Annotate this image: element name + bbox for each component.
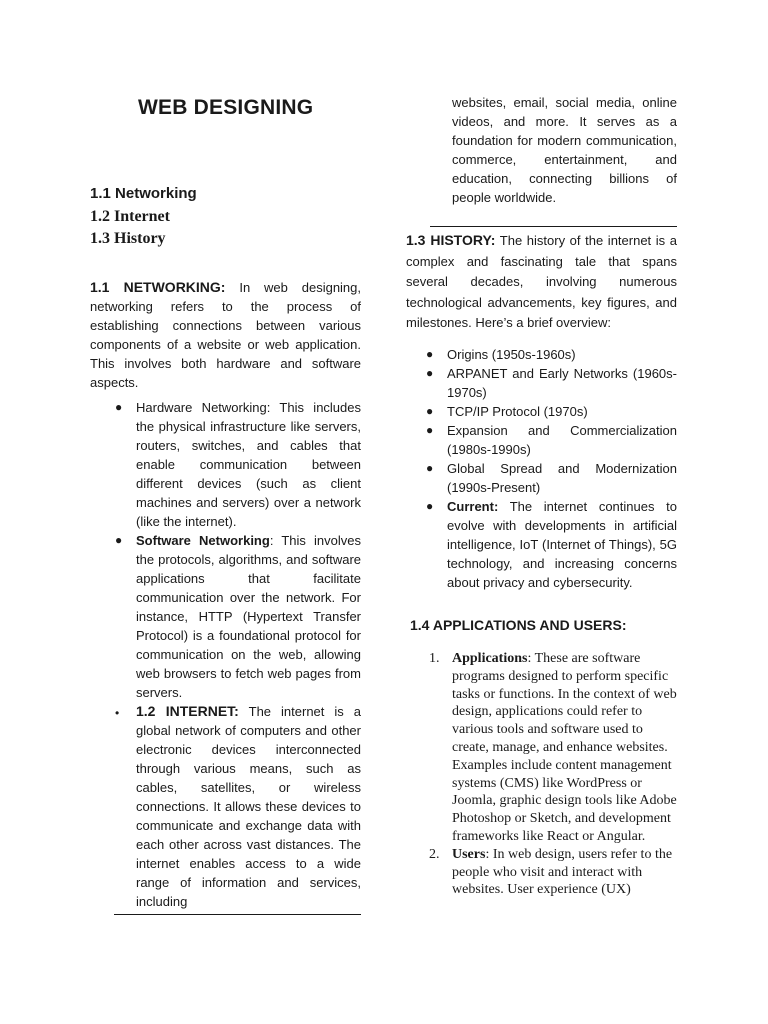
history-item-label: Current:	[447, 499, 499, 514]
item-number: 1.	[429, 651, 440, 666]
bullet-label: Hardware Networking	[136, 400, 267, 415]
list-item	[115, 398, 361, 531]
bullet-icon: ●	[426, 423, 434, 437]
history-heading: 1.3 HISTORY:	[406, 232, 496, 248]
bullet-icon: ●	[426, 404, 434, 418]
bullet-icon: ●	[426, 347, 434, 361]
history-list	[426, 345, 677, 592]
bullet-text: : This includes the physical infrastructure like servers, routers, switches, and cables that enable communication between different devices (such as client machines and servers) over a network (like the internet).	[136, 400, 362, 529]
bullet-icon: ●	[115, 400, 123, 414]
history-item-text: Expansion and Commercialization (1980s-1990s)	[447, 423, 677, 457]
item-label: Users	[452, 846, 486, 862]
bullet-icon: ●	[426, 461, 434, 475]
networking-section	[90, 278, 361, 392]
list-item	[426, 459, 677, 497]
item-text: : In web design, users refer to the people who visit and interact with websites. User experience (UX)	[452, 846, 673, 898]
bullet-icon: ●	[426, 366, 434, 380]
list-item	[426, 345, 677, 364]
internet-continued: websites, email, social media, online videos, and more. It serves as a foundation for modern communication, commerce, entertainment, and education, connecting billions of people worldwide.	[452, 95, 677, 205]
internet-heading: 1.2 INTERNET:	[136, 703, 239, 719]
item-text: : These are software programs designed to perform specific tasks or functions. In the context of web design, applications could refer to various tools and software used to create, manage, and enhance websites. Examples include content management systems (CMS) like WordPress or Joomla, graphic design tools like Adobe Photoshop or Sketch, and development frameworks like React or Angular.	[452, 651, 677, 844]
divider	[114, 914, 361, 915]
history-item-text: ARPANET and Early Networks (1960s-1970s)	[447, 366, 677, 400]
history-item-text: The internet continues to evolve with developments in artificial intelligence, IoT (Internet of Things), 5G technology, and increasing concerns about privacy and cybersecurity.	[447, 499, 677, 590]
list-item	[426, 402, 677, 421]
list-item	[115, 531, 361, 702]
bullet-icon: ●	[115, 533, 123, 547]
list-item	[429, 846, 677, 899]
toc-item-internet: 1.2 Internet	[90, 207, 170, 225]
list-item	[115, 702, 361, 911]
toc-item-networking: 1.1 Networking	[90, 185, 197, 202]
list-item	[429, 650, 677, 846]
networking-intro: In web designing, networking refers to the process of establishing connections between various components of a website or web application. This involves both hardware and software aspects.	[90, 280, 362, 390]
networking-heading: 1.1 NETWORKING:	[90, 279, 226, 295]
history-intro: The history of the internet is a complex and fascinating tale that spans several decades, involving numerous technological advancements, key figures, and milestones. Here’s a brief overview:	[406, 233, 677, 330]
list-item	[426, 421, 677, 459]
bullet-text: : This involves the protocols, algorithms, and software applications that facilitate communication over the network. For instance, HTTP (Hypertext Transfer Protocol) is a foundational protocol for communication on the web, allowing web browsers to fetch web pages from servers.	[136, 533, 361, 700]
applications-heading: 1.4 APPLICATIONS AND USERS:	[410, 617, 627, 633]
bullet-label: Software Networking	[136, 533, 270, 548]
document-title: WEB DESIGNING	[138, 96, 314, 119]
item-label: Applications	[452, 651, 528, 666]
table-of-contents	[90, 183, 197, 251]
history-item-text: TCP/IP Protocol (1970s)	[447, 404, 588, 419]
networking-list	[115, 398, 361, 911]
list-item	[426, 364, 677, 402]
history-section	[406, 230, 677, 334]
list-item	[426, 497, 677, 592]
history-item-text: Origins (1950s-1960s)	[447, 347, 576, 362]
toc-item-history: 1.3 History	[90, 230, 166, 247]
bullet-icon: •	[115, 706, 120, 720]
internet-text: The internet is a global network of computers and other electronic devices interconnected through various means, such as cables, satellites, or wireless connections. It allows these devices to communicate and exchange data with each other across vast distances. The internet enables access to a wide range of information and services, including	[136, 704, 362, 909]
history-item-text: Global Spread and Modernization (1990s-Present)	[447, 461, 677, 495]
divider	[430, 226, 677, 227]
item-number: 2.	[429, 846, 440, 862]
applications-list	[429, 650, 677, 899]
bullet-icon: ●	[426, 499, 434, 513]
